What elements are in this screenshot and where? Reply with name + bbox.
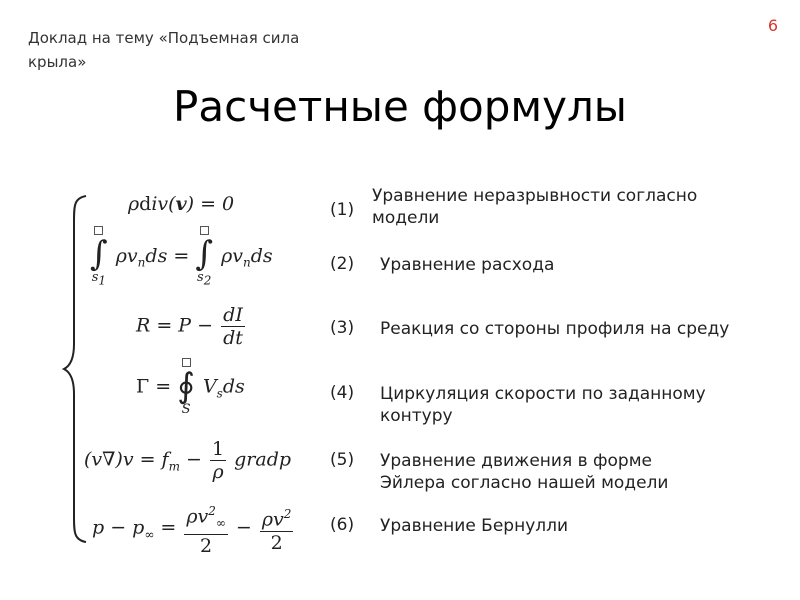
equation-number-6: (6) bbox=[330, 515, 355, 535]
equation-description-3: Реакция со стороны профиля на среду bbox=[380, 319, 730, 339]
slide-subtitle: Доклад на тему «Подъемная сила крыла» bbox=[28, 29, 300, 71]
formula-3: R = P − $\frac{dI}{dt}$ bbox=[136, 304, 243, 349]
equation-description-2: Уравнение расхода bbox=[380, 255, 555, 275]
equation-number-1: (1) bbox=[330, 200, 355, 220]
formula-1: ρdiv(v) = 0 bbox=[128, 193, 235, 215]
equation-number-3: (3) bbox=[330, 318, 355, 338]
left-brace bbox=[62, 194, 92, 544]
equation-number-2: (2) bbox=[330, 254, 355, 274]
equation-description-1: Уравнение неразрывности согласно модели bbox=[372, 186, 698, 228]
equation-number-5: (5) bbox=[330, 450, 355, 470]
formula-5: $(v\nabla)v = f_m$ − $\frac{1}{\rho}$ gradp bbox=[84, 438, 292, 483]
equation-description-4: Циркуляция скорости по заданному контуру bbox=[380, 384, 706, 426]
equation-description-6: Уравнение Бернулли bbox=[380, 516, 569, 536]
formula-6: $p - p_\infty$ = $\frac{\rho v^2_\infty}{2}$ − $\frac{\rho v^2}{2}$ bbox=[92, 500, 295, 557]
slide-number: 6 bbox=[767, 16, 778, 35]
equation-number-4: (4) bbox=[330, 383, 355, 403]
formula-4: Γ = ∮ S $V_sds$ bbox=[136, 358, 245, 417]
equation-description-5: Уравнение движения в форме Эйлера согласно нашей модели bbox=[380, 451, 669, 493]
slide-title: Расчетные формулы bbox=[173, 82, 627, 131]
formula-2: ∫ $s_1$ $\rho v_nds$ = ∫ $s_2$ $\rho v_nds$ bbox=[90, 226, 273, 288]
